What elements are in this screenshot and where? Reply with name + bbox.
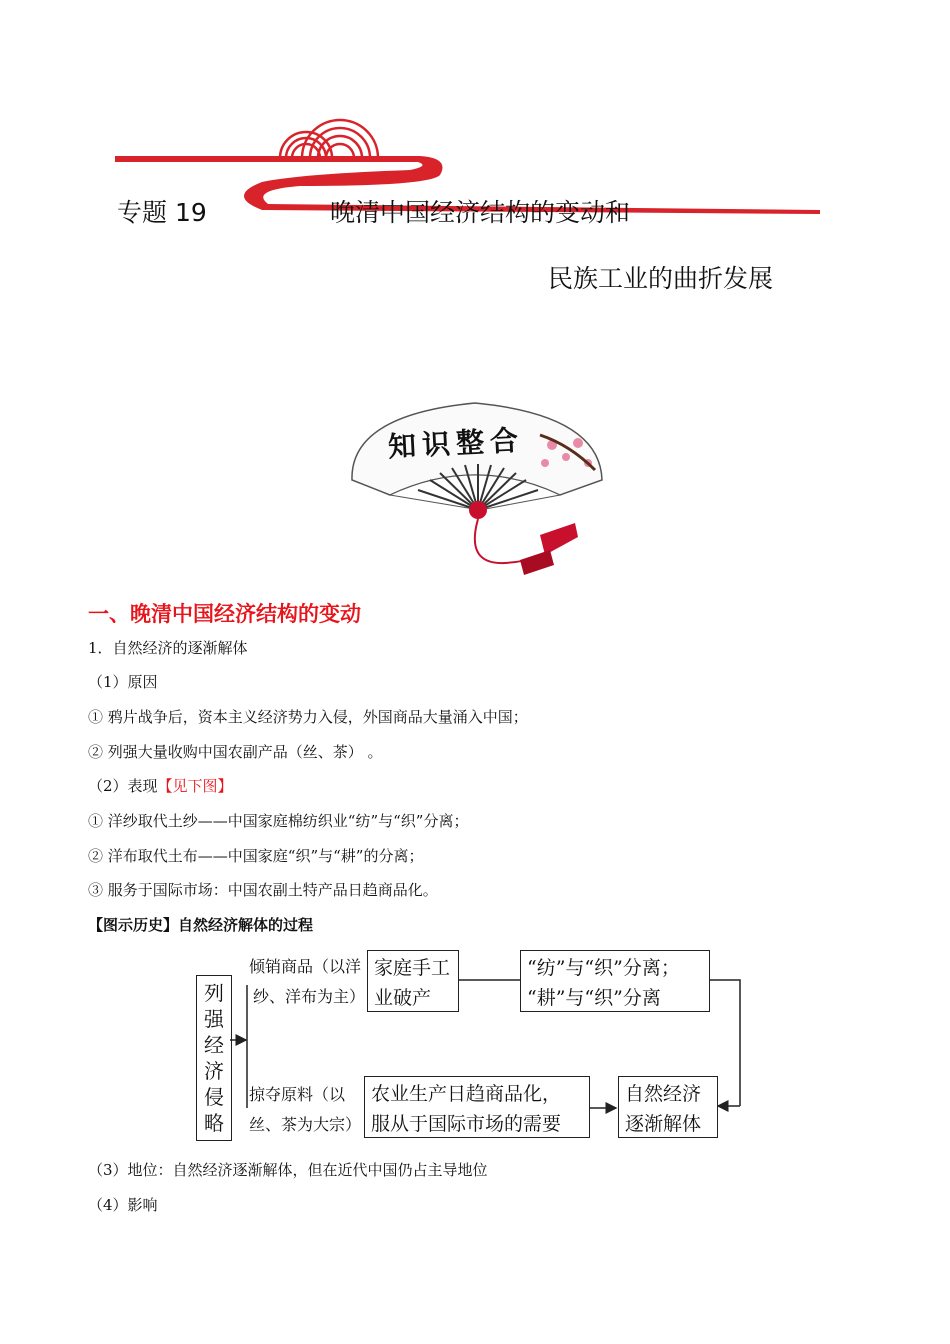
- flow-bottom-label-2: 丝、茶为大宗）: [249, 1110, 361, 1140]
- flow-box-handicraft-line: 家庭手工: [374, 957, 451, 979]
- flow-left-box: [196, 975, 232, 1141]
- flow-left-char: 强: [204, 1007, 224, 1031]
- flow-box-disintegration: [618, 1076, 718, 1138]
- cause-1: ① 鸦片战争后，资本主义经济势力入侵，外国商品大量涌入中国；: [88, 708, 528, 726]
- flow-box-agriculture-line: 服从于国际市场的需要: [371, 1113, 562, 1135]
- flow-box-separation: [520, 950, 710, 1012]
- cause-2: ② 列强大量收购中国农副产品（丝、茶） 。: [88, 743, 383, 761]
- flow-box-agriculture-line: 农业生产日趋商品化，: [371, 1083, 562, 1105]
- flow-top-label-1: 倾销商品（以洋: [249, 952, 361, 982]
- flow-left-char: 济: [204, 1059, 224, 1083]
- flow-box-disintegration-line: 逐渐解体: [625, 1113, 702, 1135]
- title-line-1: 晚清中国经济结构的变动和: [330, 198, 631, 227]
- item-1: 1．自然经济的逐渐解体: [88, 639, 248, 657]
- flow-box-separation-line: “耕”与“织”分离: [527, 987, 661, 1009]
- flow-box-separation-line: “纺”与“织”分离；: [527, 957, 680, 979]
- flow-top-label-2: 纱、洋布为主）: [253, 982, 365, 1012]
- status-line: （3）地位：自然经济逐渐解体，但在近代中国仍占主导地位: [88, 1161, 488, 1179]
- performance-note: 【见下图】: [157, 777, 233, 795]
- flow-left-char: 略: [204, 1111, 224, 1135]
- cause-title: （1）原因: [88, 673, 158, 691]
- performance-2: ② 洋布取代土布——中国家庭“织”与“耕”的分离；: [88, 847, 424, 865]
- title-line-2: 民族工业的曲折发展: [548, 264, 774, 293]
- flow-box-disintegration-line: 自然经济: [625, 1083, 702, 1105]
- flow-left-char: 列: [204, 981, 224, 1005]
- diagram-caption-prefix: 【图示历史】: [88, 916, 179, 934]
- impact-line: （4）影响: [88, 1196, 158, 1214]
- performance-1: ① 洋纱取代土纱——中国家庭棉纺织业“纺”与“织”分离；: [88, 812, 469, 830]
- flow-left-char: 侵: [204, 1085, 224, 1109]
- section-heading: 一、晚清中国经济结构的变动: [88, 602, 361, 626]
- performance-title: （2）表现: [88, 777, 158, 795]
- flow-box-handicraft: [367, 950, 459, 1012]
- fan-banner-text: 知识整合: [387, 423, 525, 464]
- topic-number: 专题 19: [117, 198, 207, 227]
- diagram-caption: 自然经济解体的过程: [178, 916, 314, 934]
- performance-3: ③ 服务于国际市场：中国农副土特产品日趋商品化。: [88, 881, 438, 899]
- flow-left-char: 经: [204, 1033, 224, 1057]
- flow-box-handicraft-line: 业破产: [374, 987, 432, 1009]
- flow-bottom-label-1: 掠夺原料（以: [249, 1080, 345, 1110]
- flow-box-agriculture: [364, 1076, 590, 1138]
